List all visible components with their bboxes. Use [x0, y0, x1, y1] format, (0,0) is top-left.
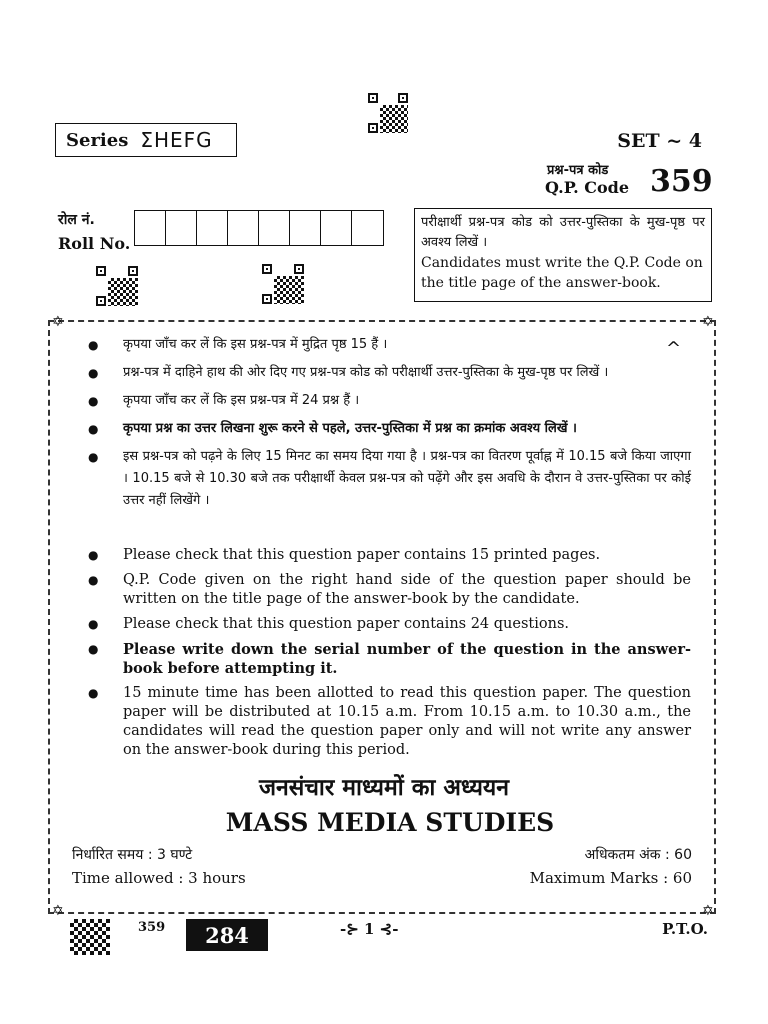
time-allowed: Time allowed : 3 hours — [72, 869, 246, 887]
roll-digit-box[interactable] — [321, 211, 352, 245]
roll-digit-box[interactable] — [197, 211, 228, 245]
subject-title-hindi: जनसंचार माध्यमों का अध्ययन — [258, 775, 510, 801]
qr-code-top — [368, 93, 408, 133]
qp-code-label: Q.P. Code — [545, 178, 630, 197]
star-ornament-icon: ✡ — [52, 314, 64, 330]
roll-digit-box[interactable] — [259, 211, 290, 245]
candidate-note-hindi: परीक्षार्थी प्रश्न-पत्र कोड को उत्तर-पुस्तिका के मुख-पृष्ठ पर अवश्य लिखें । — [421, 215, 705, 250]
list-item: ● कृपया जाँच कर लें कि इस प्रश्न-पत्र में 24 प्रश्न हैं । — [76, 390, 691, 412]
subject-title: MASS MEDIA STUDIES — [225, 808, 555, 837]
list-item: ● 15 minute time has been allotted to read this question paper. The question paper will be distributed at 10.15 a.m. From 10.15 a.m. to 10.30 a.m., the candidates will read the question paper only and will not write any answer on the answer-book during this period. — [76, 684, 691, 760]
pto-label: P.T.O. — [662, 920, 708, 938]
instructions-hindi-list — [76, 334, 691, 518]
series-box — [55, 123, 237, 157]
max-marks-hindi: अधिकतम अंक : 60 — [584, 847, 692, 863]
list-item: ● Please write down the serial number of the question in the answer-book before attempting it. — [76, 640, 691, 678]
list-item: ● कृपया जाँच कर लें कि इस प्रश्न-पत्र में मुद्रित पृष्ठ 15 हैं । — [76, 334, 691, 356]
roll-digit-box[interactable] — [352, 211, 383, 245]
list-item: ● प्रश्न-पत्र में दाहिने हाथ की ओर दिए गए प्रश्न-पत्र कोड को परीक्षार्थी उत्तर-पुस्तिका के मुख-पृष्ठ पर लिखें । — [76, 362, 691, 384]
footer-code: 359 — [138, 920, 166, 935]
roll-digit-box[interactable] — [290, 211, 321, 245]
page-number: -⊱ 1 ⊰- — [340, 920, 399, 938]
star-ornament-icon: ✡ — [52, 903, 64, 919]
roll-digit-box[interactable] — [166, 211, 197, 245]
set-number: SET ~ 4 — [617, 130, 702, 152]
qr-code-left — [96, 266, 138, 306]
time-allowed-hindi: निर्धारित समय : 3 घण्टे — [72, 847, 193, 863]
list-item: ● Please check that this question paper contains 15 printed pages. — [76, 546, 691, 565]
candidate-note-english: Candidates must write the Q.P. Code on the title page of the answer-book. — [421, 255, 703, 291]
star-ornament-icon: ✡ — [702, 314, 714, 330]
instructions-english-list — [76, 546, 691, 766]
qr-code-right — [262, 264, 304, 304]
star-ornament-icon: ✡ — [702, 903, 714, 919]
footer-badge: 284 — [186, 919, 268, 951]
list-item: ● Q.P. Code given on the right hand side of the question paper should be written on the title page of the answer-book by the candidate. — [76, 571, 691, 609]
candidate-note-box — [414, 208, 712, 302]
qp-code-label-hindi: प्रश्न-पत्र कोड — [547, 163, 609, 178]
barcode-icon — [70, 919, 110, 955]
list-item: ● कृपया प्रश्न का उत्तर लिखना शुरू करने से पहले, उत्तर-पुस्तिका में प्रश्न का क्रमांक अवश्य लिखें । — [76, 418, 691, 440]
roll-label-hindi: रोल नं. — [58, 212, 95, 228]
roll-digit-box[interactable] — [228, 211, 259, 245]
list-item: ● Please check that this question paper contains 24 questions. — [76, 615, 691, 634]
roll-digit-box[interactable] — [135, 211, 166, 245]
series-code: ΣHEFG — [140, 128, 213, 152]
max-marks: Maximum Marks : 60 — [529, 869, 692, 887]
list-item: ● इस प्रश्न-पत्र को पढ़ने के लिए 15 मिनट का समय दिया गया है । प्रश्न-पत्र का वितरण पूर्वाह्न में 10.15 बजे किया जाएगा । 10.15 बजे से 10.30 बजे तक परीक्षार्थी केवल प्रश्न-पत्र को पढ़ेंगे और इस अवधि के दौरान वे उत्तर-पुस्तिका पर कोई उत्तर नहीं लिखेंगे । — [76, 446, 691, 512]
series-label: Series — [66, 129, 129, 151]
roll-number-boxes[interactable] — [134, 210, 384, 246]
roll-label: Roll No. — [58, 234, 131, 253]
caret-mark: ^ — [666, 338, 682, 359]
qp-code-value: 359 — [650, 164, 713, 199]
